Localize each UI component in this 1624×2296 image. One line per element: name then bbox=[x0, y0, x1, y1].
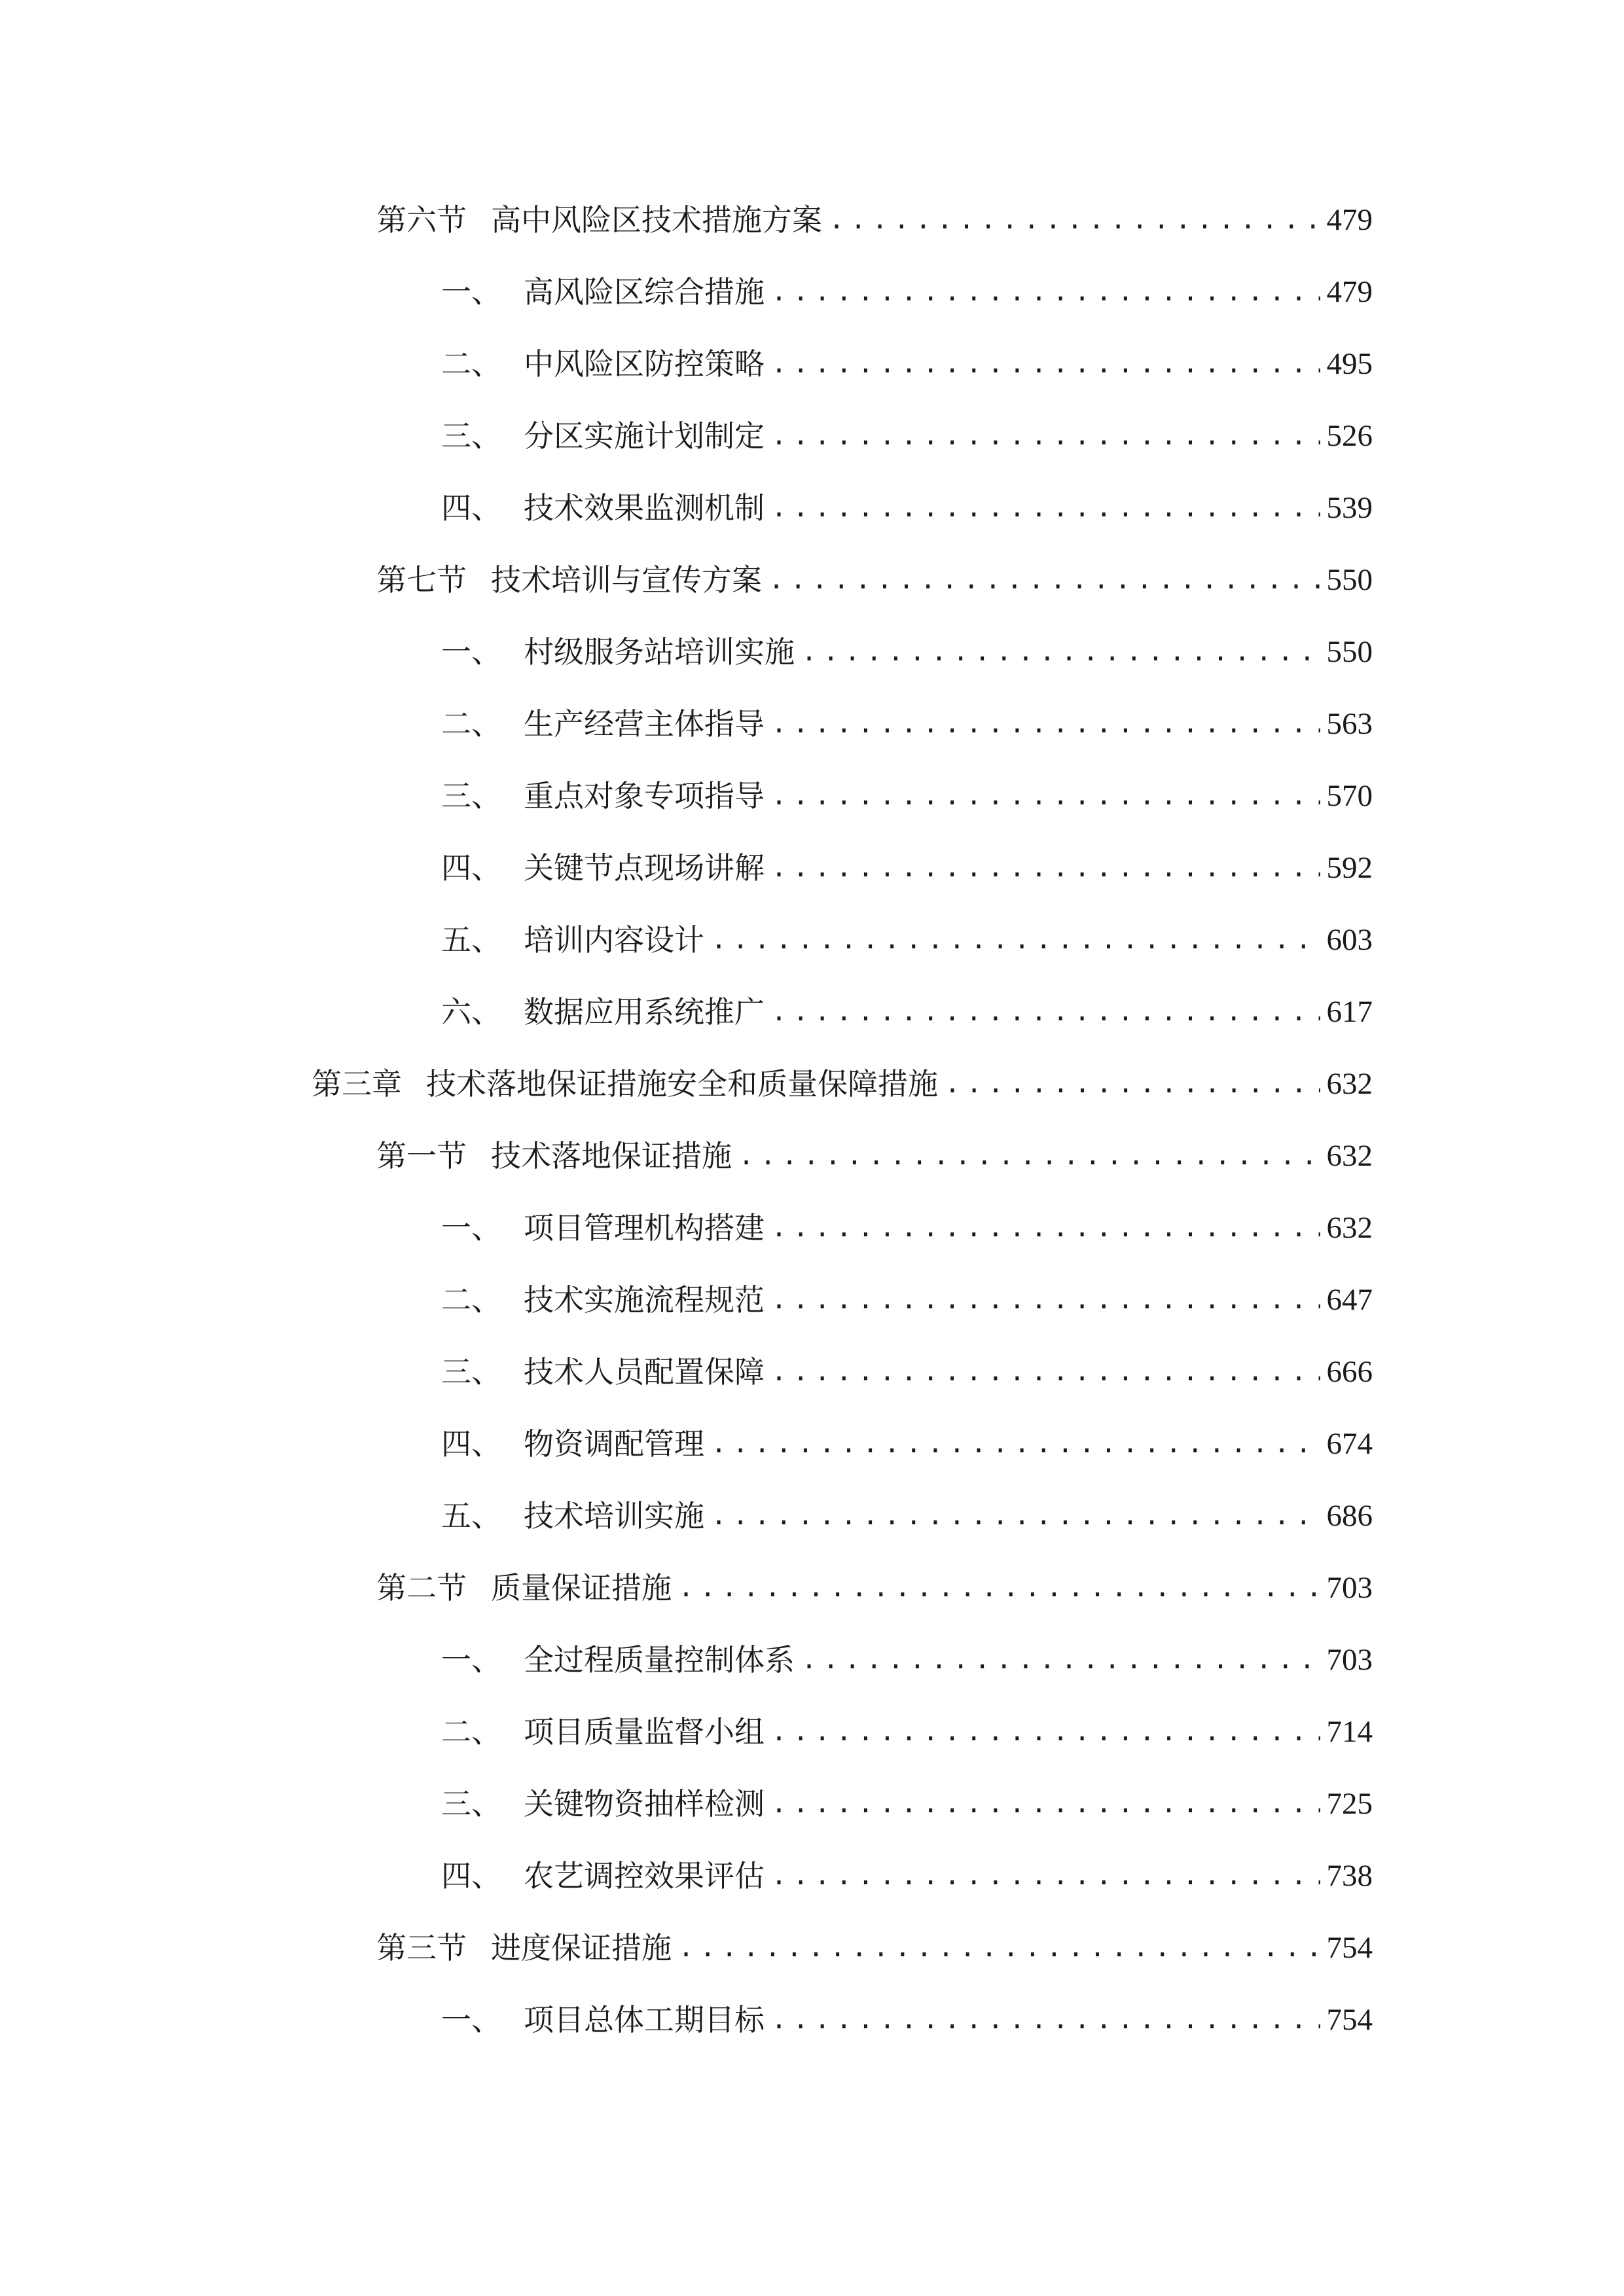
toc-entry-page: 666 bbox=[1326, 1355, 1373, 1389]
toc-entry-page: 526 bbox=[1326, 419, 1373, 453]
toc-dot-leader bbox=[771, 485, 1320, 531]
toc-entry-page: 738 bbox=[1326, 1859, 1373, 1893]
toc-entry-number: 四、 bbox=[441, 850, 501, 886]
toc-entry[interactable] bbox=[441, 1781, 1373, 1827]
toc-entry[interactable] bbox=[376, 1565, 1373, 1611]
toc-entry-number: 四、 bbox=[441, 1426, 501, 1462]
toc-entry-title: 项目总体工期目标 bbox=[524, 2002, 765, 2037]
toc-entry-title: 质量保证措施 bbox=[491, 1570, 672, 1605]
toc-entry-number: 六、 bbox=[441, 994, 501, 1030]
toc-entry-title: 技术实施流程规范 bbox=[524, 1282, 765, 1318]
toc-entry-number: 五、 bbox=[441, 922, 501, 958]
toc-entry-page: 647 bbox=[1326, 1283, 1373, 1317]
toc-dot-leader bbox=[768, 557, 1320, 603]
toc-entry[interactable] bbox=[441, 413, 1373, 459]
toc-entry[interactable] bbox=[441, 1349, 1373, 1395]
toc-entry[interactable] bbox=[376, 1133, 1373, 1179]
toc-dot-leader bbox=[771, 845, 1320, 891]
toc-dot-leader bbox=[771, 1781, 1320, 1827]
toc-entry-title: 技术落地保证措施安全和质量保障措施 bbox=[426, 1066, 938, 1102]
toc-entry[interactable] bbox=[312, 1061, 1373, 1107]
toc-entry[interactable] bbox=[376, 557, 1373, 603]
toc-entry-title: 关键物资抽样检测 bbox=[524, 1786, 765, 1821]
toc-entry-number: 二、 bbox=[441, 706, 501, 742]
toc-entry-page: 479 bbox=[1326, 203, 1373, 237]
toc-entry-number: 二、 bbox=[441, 346, 501, 382]
toc-entry-page: 725 bbox=[1326, 1787, 1373, 1821]
toc-entry[interactable] bbox=[441, 773, 1373, 819]
toc-entry-number: 四、 bbox=[441, 490, 501, 526]
toc-entry-number: 第六节 bbox=[376, 202, 467, 238]
toc-entry-number: 三、 bbox=[441, 1354, 501, 1390]
toc-entry-title: 分区实施计划制定 bbox=[524, 418, 765, 454]
toc-entry[interactable] bbox=[441, 1205, 1373, 1251]
toc-entry-page: 754 bbox=[1326, 1931, 1373, 1965]
toc-entry-number: 第一节 bbox=[376, 1138, 467, 1174]
toc-entry-title: 技术培训实施 bbox=[524, 1498, 704, 1534]
toc-dot-leader bbox=[771, 1205, 1320, 1251]
toc-entry-number: 一、 bbox=[441, 634, 501, 670]
toc-entry-number: 第七节 bbox=[376, 562, 467, 598]
toc-entry-page: 632 bbox=[1326, 1211, 1373, 1245]
toc-dot-leader bbox=[678, 1565, 1320, 1611]
toc-entry-page: 686 bbox=[1326, 1499, 1373, 1533]
toc-entry-page: 592 bbox=[1326, 851, 1373, 885]
toc-entry-title: 高中风险区技术措施方案 bbox=[491, 202, 822, 238]
toc-dot-leader bbox=[711, 1493, 1320, 1539]
toc-entry-title: 项目管理机构搭建 bbox=[524, 1210, 765, 1246]
toc-entry-title: 农艺调控效果评估 bbox=[524, 1858, 765, 1893]
toc-entry-page: 703 bbox=[1326, 1643, 1373, 1677]
toc-entry-number: 五、 bbox=[441, 1498, 501, 1534]
toc-entry-number: 四、 bbox=[441, 1858, 501, 1893]
toc-entry-number: 一、 bbox=[441, 2002, 501, 2037]
toc-dot-leader bbox=[771, 1709, 1320, 1755]
toc-entry-page: 603 bbox=[1326, 923, 1373, 957]
toc-entry-title: 中风险区防控策略 bbox=[524, 346, 765, 382]
toc-entry-title: 技术培训与宣传方案 bbox=[491, 562, 762, 598]
toc-entry-title: 物资调配管理 bbox=[524, 1426, 704, 1462]
toc-entry-number: 二、 bbox=[441, 1714, 501, 1749]
toc-entry-title: 培训内容设计 bbox=[524, 922, 704, 958]
toc-entry-page: 714 bbox=[1326, 1715, 1373, 1749]
toc-entry-title: 关键节点现场讲解 bbox=[524, 850, 765, 886]
toc-entry-page: 674 bbox=[1326, 1427, 1373, 1461]
toc-dot-leader bbox=[945, 1061, 1320, 1107]
toc-entry-page: 539 bbox=[1326, 491, 1373, 525]
toc-entry[interactable] bbox=[441, 1709, 1373, 1755]
toc-entry-number: 二、 bbox=[441, 1282, 501, 1318]
toc-entry[interactable] bbox=[441, 269, 1373, 315]
toc-entry-page: 632 bbox=[1326, 1139, 1373, 1173]
toc-dot-leader bbox=[711, 917, 1320, 963]
toc-dot-leader bbox=[771, 701, 1320, 747]
toc-entry[interactable] bbox=[441, 1997, 1373, 2043]
toc-dot-leader bbox=[771, 341, 1320, 387]
toc-dot-leader bbox=[771, 1997, 1320, 2043]
toc-entry-page: 617 bbox=[1326, 995, 1373, 1029]
toc-entry[interactable] bbox=[441, 1277, 1373, 1323]
toc-dot-leader bbox=[771, 413, 1320, 459]
toc-dot-leader bbox=[771, 989, 1320, 1035]
toc-entry-title: 村级服务站培训实施 bbox=[524, 634, 795, 670]
toc-entry-page: 754 bbox=[1326, 2003, 1373, 2037]
toc-entry-title: 技术人员配置保障 bbox=[524, 1354, 765, 1390]
toc-entry-title: 进度保证措施 bbox=[491, 1930, 672, 1965]
toc-dot-leader bbox=[678, 1925, 1320, 1971]
toc-entry-title: 技术落地保证措施 bbox=[491, 1138, 732, 1174]
toc-entry-page: 479 bbox=[1326, 275, 1373, 309]
toc-entry-number: 一、 bbox=[441, 274, 501, 310]
toc-dot-leader bbox=[771, 269, 1320, 315]
toc-entry-number: 第三节 bbox=[376, 1930, 467, 1965]
toc-entry-title: 技术效果监测机制 bbox=[524, 490, 765, 526]
toc-entry-number: 一、 bbox=[441, 1642, 501, 1677]
toc-entry[interactable] bbox=[441, 341, 1373, 387]
toc-entry[interactable] bbox=[376, 197, 1373, 243]
toc-dot-leader bbox=[771, 773, 1320, 819]
toc-entry-number: 三、 bbox=[441, 1786, 501, 1821]
toc-entry[interactable] bbox=[376, 1925, 1373, 1971]
toc-entry-title: 项目质量监督小组 bbox=[524, 1714, 765, 1749]
toc-dot-leader bbox=[801, 1637, 1320, 1683]
toc-entry-number: 三、 bbox=[441, 418, 501, 454]
toc-entry[interactable] bbox=[441, 917, 1373, 963]
toc-entry[interactable] bbox=[441, 1637, 1373, 1683]
toc-entry-title: 数据应用系统推广 bbox=[524, 994, 765, 1030]
toc-entry-page: 570 bbox=[1326, 779, 1373, 813]
toc-dot-leader bbox=[771, 1349, 1320, 1395]
toc-dot-leader bbox=[711, 1421, 1320, 1467]
toc-dot-leader bbox=[829, 197, 1320, 243]
toc-entry-page: 703 bbox=[1326, 1571, 1373, 1605]
toc-entry[interactable] bbox=[441, 845, 1373, 891]
toc-entry-page: 495 bbox=[1326, 347, 1373, 381]
toc-entry-page: 550 bbox=[1326, 635, 1373, 669]
toc-entry-number: 三、 bbox=[441, 778, 501, 814]
toc-entry-number: 一、 bbox=[441, 1210, 501, 1246]
toc-entry-title: 全过程质量控制体系 bbox=[524, 1642, 795, 1677]
toc-entry-title: 高风险区综合措施 bbox=[524, 274, 765, 310]
toc-dot-leader bbox=[771, 1853, 1320, 1899]
toc-dot-leader bbox=[738, 1133, 1320, 1179]
toc-entry-page: 550 bbox=[1326, 563, 1373, 597]
toc-dot-leader bbox=[771, 1277, 1320, 1323]
toc-entry-number: 第二节 bbox=[376, 1570, 467, 1605]
toc-entry-page: 563 bbox=[1326, 707, 1373, 741]
toc-entry[interactable] bbox=[441, 701, 1373, 747]
toc-entry[interactable] bbox=[441, 629, 1373, 675]
toc-entry-page: 632 bbox=[1326, 1067, 1373, 1101]
toc-dot-leader bbox=[801, 629, 1320, 675]
toc-entry[interactable] bbox=[441, 485, 1373, 531]
toc-entry-title: 生产经营主体指导 bbox=[524, 706, 765, 742]
toc-entry[interactable] bbox=[441, 1493, 1373, 1539]
toc-entry[interactable] bbox=[441, 989, 1373, 1035]
toc-entry[interactable] bbox=[441, 1853, 1373, 1899]
toc-entry-number: 第三章 bbox=[312, 1066, 402, 1102]
toc-entry-title: 重点对象专项指导 bbox=[524, 778, 765, 814]
toc-entry[interactable] bbox=[441, 1421, 1373, 1467]
